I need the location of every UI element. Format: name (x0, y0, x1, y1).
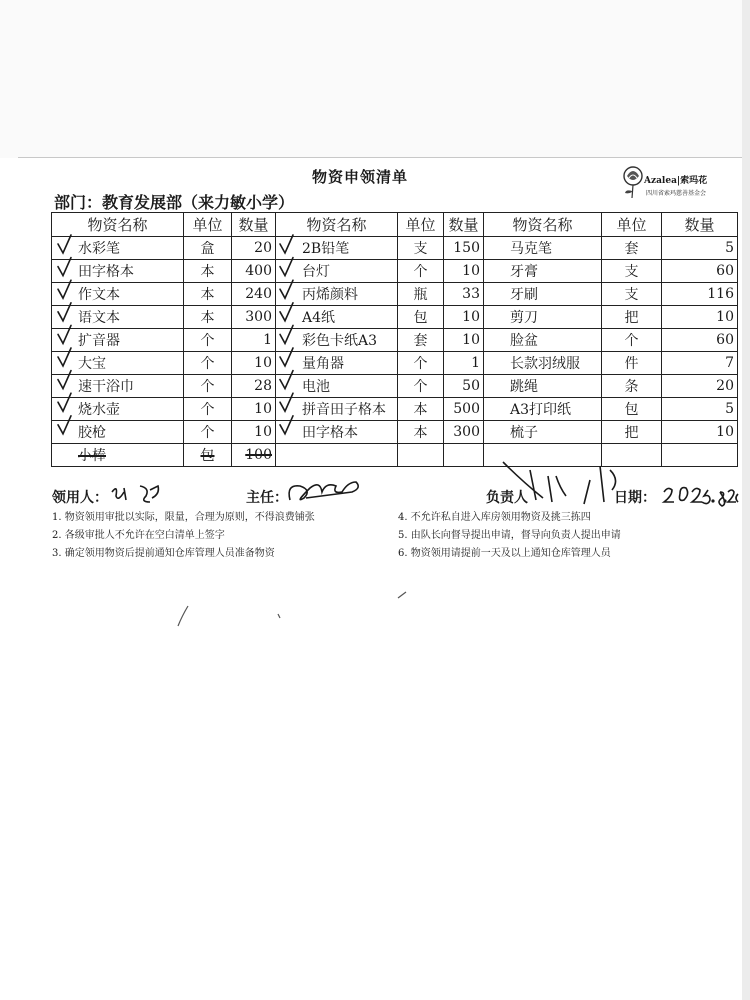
item-unit-cell: 个 (184, 375, 232, 398)
item-qty-cell: 10 (444, 306, 484, 329)
logo-subtitle: 四川省索玛慈善基金会 (646, 190, 707, 197)
item-qty-cell (662, 444, 738, 467)
rule-note: 1. 物资领用审批以实际，限量，合理为原则，不得浪费铺张 (52, 512, 315, 523)
column-header: 数量 (444, 213, 484, 237)
item-unit-cell: 套 (398, 329, 444, 352)
item-qty-cell: 7 (662, 352, 738, 375)
scan-margin (0, 0, 750, 158)
item-qty-cell: 10 (232, 421, 276, 444)
date-label: 日期： (614, 490, 656, 506)
item-unit-cell: 个 (184, 329, 232, 352)
stray-pen-mark (178, 606, 188, 626)
table-row (52, 375, 738, 398)
item-unit-cell: 个 (398, 260, 444, 283)
item-name-cell: 速干浴巾 (52, 375, 184, 398)
azalea-flower-icon (620, 164, 646, 200)
item-name-cell: 水彩笔 (52, 237, 184, 260)
item-unit-cell: 包 (184, 444, 232, 467)
table-row (52, 283, 738, 306)
item-qty-cell: 500 (444, 398, 484, 421)
item-name-cell: 马克笔 (484, 237, 602, 260)
item-name-cell: 长款羽绒服 (484, 352, 602, 375)
item-unit-cell: 个 (184, 421, 232, 444)
table-row (52, 398, 738, 421)
rule-note: 2. 各级审批人不允许在空白清单上签字 (52, 530, 225, 541)
item-qty-cell (444, 444, 484, 467)
item-unit-cell: 本 (184, 306, 232, 329)
scan-right-edge (742, 0, 750, 1000)
item-unit-cell: 条 (602, 375, 662, 398)
item-qty-cell: 28 (232, 375, 276, 398)
item-name-cell: 跳绳 (484, 375, 602, 398)
item-qty-cell: 33 (444, 283, 484, 306)
item-name-cell: 扩音器 (52, 329, 184, 352)
item-unit-cell: 本 (398, 398, 444, 421)
item-name-cell: 电池 (276, 375, 398, 398)
item-unit-cell (398, 444, 444, 467)
item-qty-cell: 1 (444, 352, 484, 375)
item-name-cell: 胶枪 (52, 421, 184, 444)
table-row (52, 260, 738, 283)
item-name-cell: 脸盆 (484, 329, 602, 352)
item-qty-cell: 5 (662, 398, 738, 421)
item-unit-cell: 件 (602, 352, 662, 375)
item-name-cell: 台灯 (276, 260, 398, 283)
item-unit-cell: 套 (602, 237, 662, 260)
item-qty-cell: 10 (662, 421, 738, 444)
item-name-cell: 梳子 (484, 421, 602, 444)
item-qty-cell: 10 (444, 329, 484, 352)
stray-pen-mark (278, 614, 280, 618)
item-name-cell: 田字格本 (276, 421, 398, 444)
table-row (52, 352, 738, 375)
department-label: 部门：教育发展部（来力敏小学） (54, 193, 295, 212)
item-unit-cell: 瓶 (398, 283, 444, 306)
recipient-signature (112, 486, 158, 502)
column-header: 物资名称 (52, 213, 184, 237)
handwritten-date (664, 488, 738, 506)
column-header: 单位 (398, 213, 444, 237)
column-header: 数量 (662, 213, 738, 237)
table-row (52, 444, 738, 467)
rule-note: 6. 物资领用请提前一天及以上通知仓库管理人员 (398, 548, 611, 559)
item-name-cell (484, 444, 602, 467)
item-unit-cell (602, 444, 662, 467)
item-unit-cell: 个 (184, 398, 232, 421)
item-unit-cell: 个 (184, 352, 232, 375)
item-name-cell: 作文本 (52, 283, 184, 306)
item-unit-cell: 把 (602, 306, 662, 329)
foundation-logo (620, 164, 740, 204)
item-name-cell: 烧水壶 (52, 398, 184, 421)
item-qty-cell: 240 (232, 283, 276, 306)
column-header: 物资名称 (484, 213, 602, 237)
item-qty-cell: 116 (662, 283, 738, 306)
item-unit-cell: 本 (184, 260, 232, 283)
item-unit-cell: 支 (602, 260, 662, 283)
item-name-cell: 剪刀 (484, 306, 602, 329)
item-name-cell: A4纸 (276, 306, 398, 329)
item-name-cell: 拼音田子格本 (276, 398, 398, 421)
recipient-label: 领用人： (52, 490, 108, 506)
item-qty-cell: 10 (662, 306, 738, 329)
item-unit-cell: 包 (398, 306, 444, 329)
column-header: 物资名称 (276, 213, 398, 237)
rule-note: 3. 确定领用物资后提前通知仓库管理人员准备物资 (52, 548, 275, 559)
item-name-cell: 田字格本 (52, 260, 184, 283)
item-unit-cell: 个 (398, 352, 444, 375)
item-qty-cell: 60 (662, 260, 738, 283)
item-unit-cell: 本 (398, 421, 444, 444)
item-qty-cell: 400 (232, 260, 276, 283)
item-name-cell: 彩色卡纸A3 (276, 329, 398, 352)
item-qty-cell: 100 (232, 444, 276, 467)
item-unit-cell: 个 (398, 375, 444, 398)
item-qty-cell: 300 (232, 306, 276, 329)
table-row (52, 329, 738, 352)
item-name-cell: A3打印纸 (484, 398, 602, 421)
item-name-cell: 小棒 (52, 444, 184, 467)
item-unit-cell: 本 (184, 283, 232, 306)
item-qty-cell: 60 (662, 329, 738, 352)
column-header: 单位 (602, 213, 662, 237)
item-name-cell: 量角器 (276, 352, 398, 375)
item-name-cell (276, 444, 398, 467)
scan-fold-line (18, 157, 748, 158)
item-qty-cell: 150 (444, 237, 484, 260)
rule-note: 4. 不允许私自进入库房领用物资及挑三拣四 (398, 512, 591, 523)
item-qty-cell: 10 (444, 260, 484, 283)
item-qty-cell: 5 (662, 237, 738, 260)
item-qty-cell: 10 (232, 352, 276, 375)
column-header: 数量 (232, 213, 276, 237)
item-unit-cell: 把 (602, 421, 662, 444)
director-signature (289, 482, 358, 500)
item-qty-cell: 10 (232, 398, 276, 421)
item-qty-cell: 50 (444, 375, 484, 398)
item-qty-cell: 1 (232, 329, 276, 352)
item-name-cell: 丙烯颜料 (276, 283, 398, 306)
item-qty-cell: 20 (232, 237, 276, 260)
item-unit-cell: 支 (398, 237, 444, 260)
item-name-cell: 牙膏 (484, 260, 602, 283)
table-row (52, 421, 738, 444)
form-title: 物资申领清单 (312, 168, 409, 186)
table-row (52, 237, 738, 260)
column-header: 单位 (184, 213, 232, 237)
stray-pen-mark (398, 592, 406, 598)
item-name-cell: 牙刷 (484, 283, 602, 306)
director-label: 主任： (246, 490, 288, 506)
item-unit-cell: 个 (602, 329, 662, 352)
item-unit-cell: 支 (602, 283, 662, 306)
logo-brand-text: Azalea|索玛花 (644, 176, 708, 186)
supply-table (51, 212, 738, 467)
rule-note: 5. 由队长向督导提出申请，督导向负责人提出申请 (398, 530, 621, 541)
item-qty-cell: 20 (662, 375, 738, 398)
table-header-row (52, 213, 738, 237)
item-name-cell: 大宝 (52, 352, 184, 375)
responsible-label: 负责人 (486, 490, 528, 506)
item-qty-cell: 300 (444, 421, 484, 444)
item-unit-cell: 盒 (184, 237, 232, 260)
table-row (52, 306, 738, 329)
item-unit-cell: 包 (602, 398, 662, 421)
item-name-cell: 2B铅笔 (276, 237, 398, 260)
item-name-cell: 语文本 (52, 306, 184, 329)
